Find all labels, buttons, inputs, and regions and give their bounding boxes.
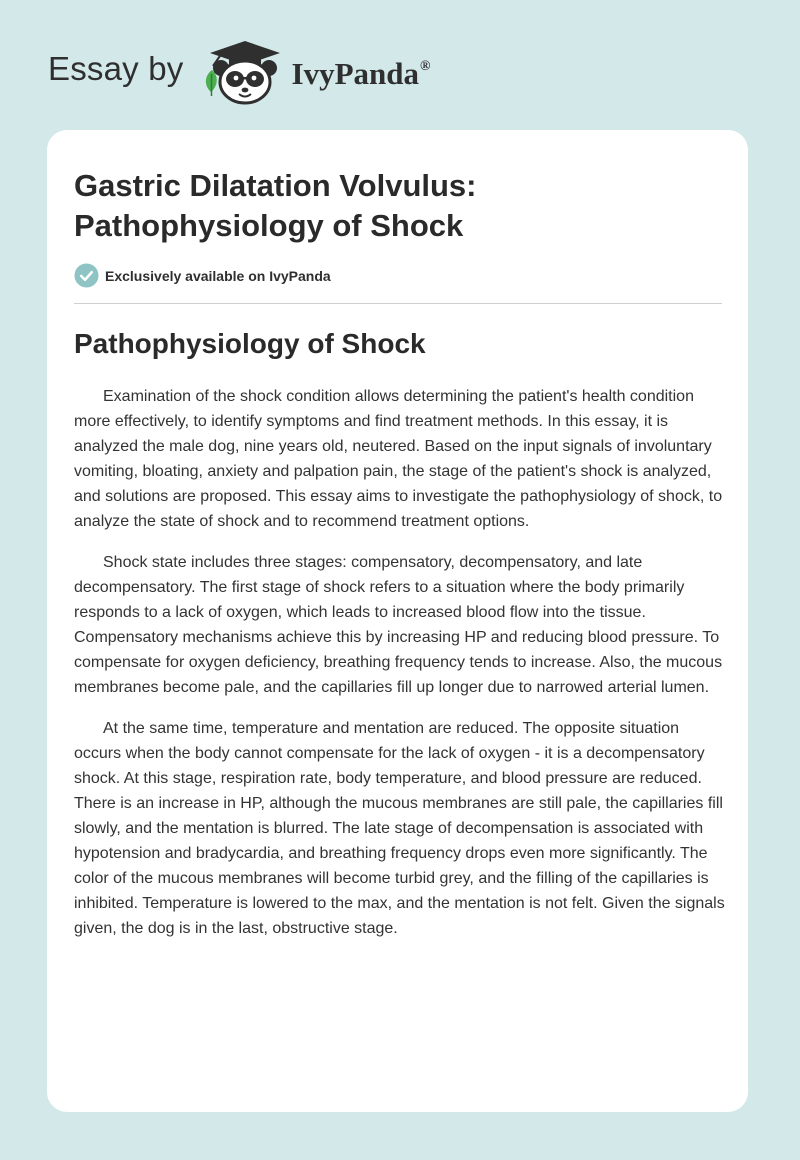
paragraph-1: Examination of the shock condition allows determining the patient's health condition more effectively, to identify symptoms and find treatment methods. In this essay, it is analyzed the male dog, nine years old, neutered. Based on the input signals of involuntary vomiting, bloating, anxiety and palpation pain, the stage of the patient's shock is analyzed, and solutions are proposed. This essay aims to investigate the pathophysiology of shock, to analyze the state of shock and to recommend treatment options. — [74, 388, 723, 530]
registered-mark: ® — [419, 59, 431, 74]
ivypanda-brand-name[interactable] — [292, 56, 431, 92]
exclusive-badge-text: Exclusively available on IvyPanda — [105, 267, 331, 284]
paragraph-2: Shock state includes three stages: compensatory, decompensatory, and late decompensatory. The first stage of shock refers to a situation where the body primarily responds to a lack of oxygen, which leads to increased blood flow into the tissue. Compensatory mechanisms achieve this by increasing HP and reducing blood pressure. To compensate for oxygen deficiency, breathing frequency tends to increase. Also, the mucous membranes become pale, and the capillaries fill up longer due to narrowed arterial lumen. — [74, 554, 723, 696]
check-circle-icon — [74, 263, 99, 288]
exclusive-badge — [74, 263, 331, 288]
essay-title: Gastric Dilatation Volvulus: Pathophysiology of Shock — [74, 168, 477, 243]
essay-body — [74, 384, 726, 957]
panda-graduate-logo-icon[interactable] — [198, 36, 290, 108]
paragraph-3: At the same time, temperature and mentation are reduced. The opposite situation occurs when the body cannot compensate for the lack of oxygen - it is a decompensatory shock. At this stage, respiration rate, body temperature, and blood pressure are reduced. There is an increase in HP, although the mucous membranes are still pale, the capillaries fill slowly, and the mentation is blurred. The late stage of decompensation is associated with hypotension and bradycardia, and breathing frequency drops even more significantly. The color of the mucous membranes will become turbid grey, and the filling of the capillaries is inhibited. Temperature is lowered to the max, and the mentation is not felt. Given the signals given, the dog is in the last, obstructive stage. — [74, 720, 725, 937]
essay-by-label: Essay by — [48, 50, 184, 87]
title-divider — [74, 303, 722, 304]
brand-name-text: IvyPanda — [291, 56, 419, 91]
section-heading: Pathophysiology of Shock — [74, 328, 426, 359]
essay-card — [47, 130, 748, 1112]
site-header — [48, 36, 430, 108]
